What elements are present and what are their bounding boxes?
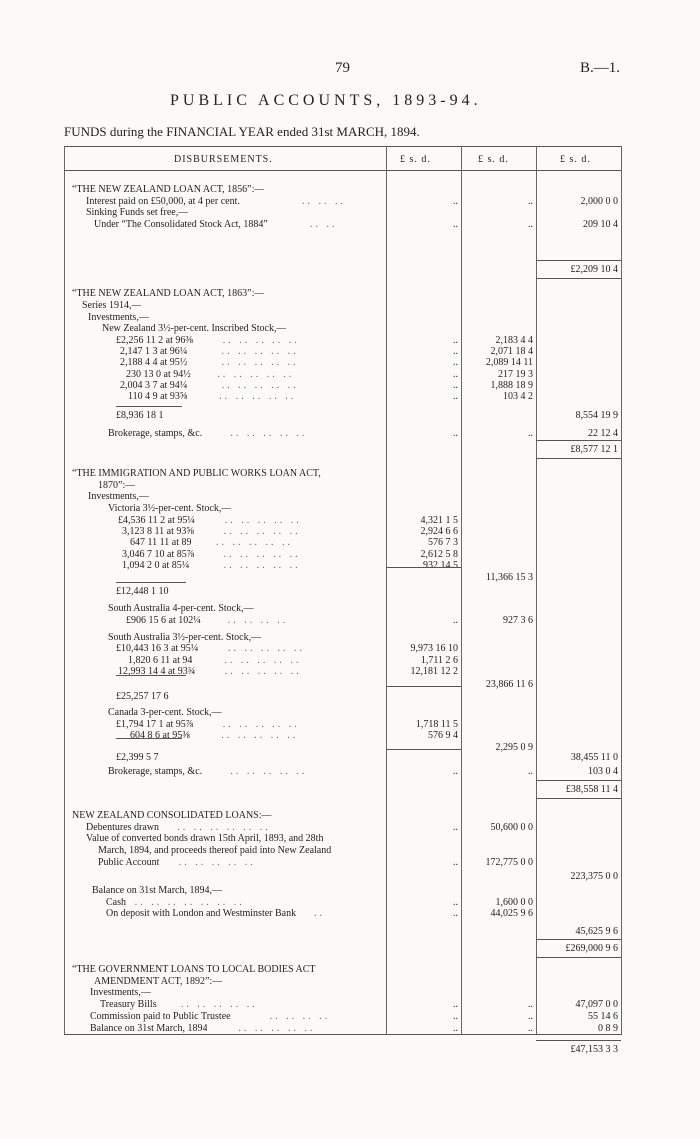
amount-col1: .. — [453, 428, 458, 439]
leader-dots: .. .. .. .. .. — [217, 369, 295, 380]
line-text: £8,936 18 1 — [116, 410, 164, 421]
page-subtitle: FUNDS during the FINANCIAL YEAR ended 31st MARCH, 1894. — [64, 124, 420, 139]
page-title: PUBLIC ACCOUNTS, 1893-94. — [170, 92, 482, 109]
total-rule — [536, 458, 621, 459]
line-text: “THE NEW ZEALAND LOAN ACT, 1863”:— — [72, 288, 265, 299]
line-text: “THE NEW ZEALAND LOAN ACT, 1856”:— — [72, 184, 265, 195]
amount-col1: .. — [453, 908, 458, 919]
leader-dots: .. .. .. .. .. — [223, 560, 301, 571]
amount-col1: .. — [453, 391, 458, 402]
line-text: 604 8 6 at 95⅜ — [130, 730, 190, 741]
total-rule — [386, 749, 461, 750]
total-rule — [116, 675, 186, 676]
leader-dots: .. .. — [310, 219, 338, 230]
leader-dots: .. .. .. .. .. — [222, 335, 300, 346]
amount-col3: 22 12 4 — [588, 428, 618, 439]
amount-col1: 12,181 12 2 — [410, 666, 458, 677]
amount-col1: 1,711 2 6 — [420, 655, 458, 666]
amount-col1: 2,924 6 6 — [420, 526, 458, 537]
line-text: Debentures drawn — [86, 822, 160, 833]
line-text: 1,094 2 0 at 85¼ — [122, 560, 190, 571]
leader-dots: .. .. .. .. .. — [230, 766, 308, 777]
total-rule — [536, 260, 621, 261]
amount-col3: 47,097 0 0 — [575, 999, 618, 1010]
amount-col2: .. — [528, 1011, 533, 1022]
line-text: 1870”:— — [98, 480, 136, 491]
amount-col2: 103 4 2 — [503, 391, 533, 402]
amount-col2: 11,366 15 3 — [485, 572, 533, 583]
amount-col1: 9,973 16 10 — [410, 643, 458, 654]
amount-col2: 2,071 18 4 — [490, 346, 533, 357]
amount-col2: 1,888 18 9 — [490, 380, 533, 391]
total-rule — [386, 567, 461, 568]
line-text: £1,794 17 1 at 95⅞ — [116, 719, 194, 730]
amount-col2: 2,295 0 9 — [495, 742, 533, 753]
amount-col2: 927 3 6 — [503, 615, 533, 626]
leader-dots: .. .. .. .. .. .. — [177, 822, 271, 833]
line-text: South Australia 3½-per-cent. Stock,— — [108, 632, 262, 643]
amount-col1: .. — [453, 999, 458, 1010]
leader-dots: .. .. .. — [302, 196, 346, 207]
line-text: “THE IMMIGRATION AND PUBLIC WORKS LOAN ACT, — [72, 468, 321, 479]
line-text: 2,147 1 3 at 96¼ — [120, 346, 188, 357]
leader-dots: .. .. .. .. .. — [180, 999, 258, 1010]
amount-col1: 576 9 4 — [428, 730, 458, 741]
amount-col3: 0 8 9 — [598, 1023, 618, 1034]
header-col3: £ s. d. — [560, 154, 591, 165]
amount-col1: .. — [453, 1011, 458, 1022]
leader-dots: .. .. .. .. .. — [221, 357, 299, 368]
amount-col2: 2,089 14 11 — [485, 357, 533, 368]
amount-col1: .. — [453, 380, 458, 391]
line-text: 2,188 4 4 at 95½ — [120, 357, 188, 368]
line-text: £2,399 5 7 — [116, 752, 159, 763]
amount-col2: .. — [528, 1023, 533, 1034]
line-text: £25,257 17 6 — [116, 691, 169, 702]
total-rule — [536, 780, 621, 781]
line-text: Balance on 31st March, 1894 — [90, 1023, 208, 1034]
column-rule-1 — [386, 146, 387, 1034]
leader-dots: .. .. .. .. .. — [230, 428, 308, 439]
column-rule-2 — [461, 146, 462, 1034]
leader-dots: .. .. .. .. .. — [221, 346, 299, 357]
amount-col3: £8,577 12 1 — [570, 444, 618, 455]
total-rule — [536, 1040, 621, 1041]
leader-dots: .. .. .. .. .. — [216, 537, 293, 548]
header-disbursements: DISBURSEMENTS. — [174, 154, 273, 165]
line-text: Canada 3-per-cent. Stock,— — [108, 707, 222, 718]
amount-col3: £2,209 10 4 — [570, 264, 618, 275]
amount-col3: £269,000 9 6 — [565, 943, 618, 954]
leader-dots: .. .. .. .. — [227, 615, 289, 626]
line-text: 1,820 6 11 at 94 — [128, 655, 193, 666]
amount-col1: 932 14 5 — [423, 560, 458, 571]
line-text: Commission paid to Public Trustee — [90, 1011, 231, 1022]
line-text: “THE GOVERNMENT LOANS TO LOCAL BODIES ACT — [72, 964, 316, 975]
line-text: Investments,— — [88, 491, 149, 502]
total-rule — [536, 957, 621, 958]
total-rule — [536, 440, 621, 441]
amount-col3: 45,625 9 6 — [575, 926, 618, 937]
amount-col1: 576 7 3 — [428, 537, 458, 548]
line-text: Interest paid on £50,000, at 4 per cent. — [86, 196, 240, 207]
amount-col3: 38,455 11 0 — [570, 752, 618, 763]
line-text: Treasury Bills — [100, 999, 157, 1010]
amount-col2: .. — [528, 428, 533, 439]
header-col1: £ s. d. — [400, 154, 431, 165]
amount-col3: £47,153 3 3 — [570, 1044, 618, 1055]
leader-dots: .. .. .. .. .. — [228, 643, 305, 654]
line-text: Value of converted bonds drawn 15th April, 1893, and 28th — [86, 833, 324, 844]
line-text: 3,123 8 11 at 93⅝ — [122, 526, 194, 537]
leader-dots: .. .. .. .. .. — [221, 380, 299, 391]
line-text: £4,536 11 2 at 95¼ — [118, 515, 195, 526]
amount-col1: .. — [453, 822, 458, 833]
amount-col2: 2,183 4 4 — [495, 335, 533, 346]
line-text: New Zealand 3½-per-cent. Inscribed Stock,— — [102, 323, 287, 334]
leader-dots: .. .. .. .. .. — [224, 515, 302, 526]
amount-col1: .. — [453, 346, 458, 357]
amount-col1: .. — [453, 335, 458, 346]
disbursements-table — [64, 146, 622, 1055]
leader-dots: .. .. .. .. .. — [219, 391, 297, 402]
line-text: Brokerage, stamps, &c. — [108, 428, 203, 439]
line-text: Investments,— — [88, 312, 149, 323]
leader-dots: .. .. .. .. .. — [222, 719, 300, 730]
amount-col2: 217 19 3 — [498, 369, 533, 380]
header-col2: £ s. d. — [478, 154, 509, 165]
amount-col2: .. — [528, 196, 533, 207]
line-text: Sinking Funds set free,— — [86, 207, 189, 218]
amount-col1: .. — [453, 615, 458, 626]
line-text: 2,004 3 7 at 94¼ — [120, 380, 188, 391]
line-text: On deposit with London and Westminster Bank — [106, 908, 297, 919]
document-reference: B.—1. — [580, 60, 621, 76]
line-text: Victoria 3½-per-cent. Stock,— — [108, 503, 232, 514]
leader-dots: .. .. .. .. .. — [178, 857, 256, 868]
amount-col2: .. — [528, 766, 533, 777]
leader-dots: .. — [314, 908, 325, 919]
amount-col1: 1,718 11 5 — [415, 719, 458, 730]
line-text: Cash — [106, 897, 126, 908]
amount-col3: 209 10 4 — [583, 219, 618, 230]
line-text: Brokerage, stamps, &c. — [108, 766, 203, 777]
leader-dots: .. .. .. .. .. .. .. — [134, 897, 245, 908]
amount-col3: 8,554 19 9 — [575, 410, 618, 421]
line-text: £12,448 1 10 — [116, 586, 169, 597]
amount-col1: 4,321 1 5 — [420, 515, 458, 526]
total-rule — [386, 686, 461, 687]
table-top-rule — [64, 146, 622, 147]
line-text: 12,993 14 4 at 93¾ — [118, 666, 196, 677]
amount-col2: 44,025 9 6 — [490, 908, 533, 919]
amount-col2: 50,600 0 0 — [490, 822, 533, 833]
total-rule — [116, 406, 182, 407]
amount-col2: 23,866 11 6 — [485, 679, 533, 690]
line-text: Public Account — [98, 857, 160, 868]
amount-col1: .. — [453, 219, 458, 230]
amount-col1: .. — [453, 897, 458, 908]
line-text: 230 13 0 at 94½ — [126, 369, 191, 380]
leader-dots: .. .. .. .. .. — [224, 666, 302, 677]
line-text: Investments,— — [90, 987, 151, 998]
amount-col1: .. — [453, 857, 458, 868]
leader-dots: .. .. .. .. — [269, 1011, 331, 1022]
amount-col1: .. — [453, 1023, 458, 1034]
page-number: 79 — [335, 60, 350, 76]
leader-dots: .. .. .. .. .. — [223, 526, 301, 537]
line-text: £10,443 16 3 at 95¼ — [116, 643, 199, 654]
total-rule — [536, 278, 621, 279]
line-text: 647 11 11 at 89 — [130, 537, 192, 548]
total-rule — [536, 939, 621, 940]
amount-col3: 2,000 0 0 — [580, 196, 618, 207]
leader-dots: .. .. .. .. .. — [238, 1023, 316, 1034]
amount-col3: £38,558 11 4 — [565, 784, 618, 795]
leader-dots: .. .. .. .. .. — [223, 549, 301, 560]
line-text: 3,046 7 10 at 85⅞ — [122, 549, 195, 560]
table-left-rule — [64, 146, 65, 1034]
table-right-rule — [621, 146, 622, 1034]
amount-col3: 103 0 4 — [588, 766, 618, 777]
line-text: March, 1894, and proceeds thereof paid into New Zealand — [98, 845, 332, 856]
line-text: 110 4 9 at 93⅝ — [128, 391, 188, 402]
amount-col2: 1,600 0 0 — [495, 897, 533, 908]
line-text: Under “The Consolidated Stock Act, 1884” — [94, 219, 268, 230]
line-text: £2,256 11 2 at 96⅜ — [116, 335, 193, 346]
amount-col1: .. — [453, 766, 458, 777]
amount-col1: .. — [453, 357, 458, 368]
line-text: South Australia 4-per-cent. Stock,— — [108, 603, 254, 614]
line-text: Series 1914,— — [82, 300, 142, 311]
line-text: NEW ZEALAND CONSOLIDATED LOANS:— — [72, 810, 272, 821]
line-text: Balance on 31st March, 1894,— — [92, 885, 222, 896]
amount-col2: .. — [528, 219, 533, 230]
amount-col3: 223,375 0 0 — [570, 871, 618, 882]
line-text: AMENDMENT ACT, 1892”:— — [94, 976, 223, 987]
amount-col3: 55 14 6 — [588, 1011, 618, 1022]
header-rule — [64, 170, 622, 171]
leader-dots: .. .. .. .. .. — [221, 730, 299, 741]
amount-col1: .. — [453, 369, 458, 380]
amount-col2: 172,775 0 0 — [485, 857, 533, 868]
amount-col1: 2,612 5 8 — [420, 549, 458, 560]
column-rule-3 — [536, 146, 537, 1034]
amount-col2: .. — [528, 999, 533, 1010]
amount-col1: .. — [453, 196, 458, 207]
total-rule — [536, 798, 621, 799]
line-text: £906 15 6 at 102¼ — [126, 615, 201, 626]
leader-dots: .. .. .. .. .. — [224, 655, 302, 666]
total-rule — [116, 738, 182, 739]
total-rule — [116, 582, 186, 583]
